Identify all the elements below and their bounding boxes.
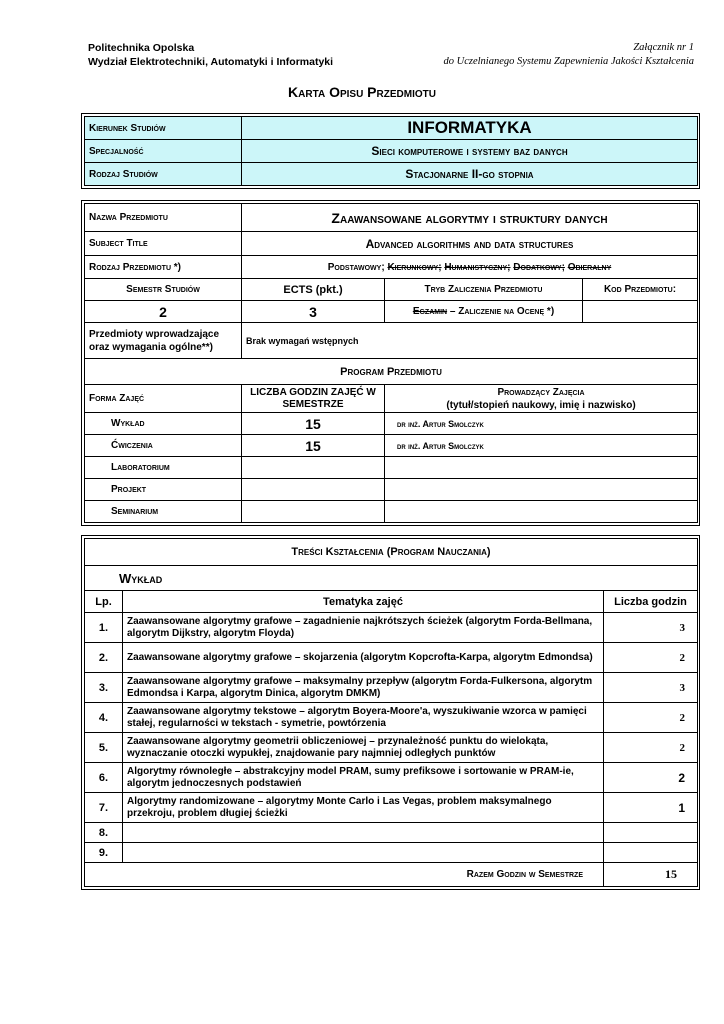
form-name: Projekt xyxy=(85,479,242,501)
table-row xyxy=(85,793,698,823)
row-hours: 1 xyxy=(604,793,698,823)
form-lecturer xyxy=(385,501,698,523)
row-lp: 7. xyxy=(85,793,123,823)
table-row xyxy=(85,823,698,843)
forma-label: Forma Zajęć xyxy=(85,385,242,413)
form-hours: 15 xyxy=(242,413,385,435)
row-lp: 2. xyxy=(85,643,123,673)
tryb-strike: Egzamin xyxy=(412,306,448,317)
page-title: Karta Opisu Przedmiotu xyxy=(288,84,436,100)
table-row xyxy=(85,613,698,643)
table-row xyxy=(85,643,698,673)
lecturer-label: Prowadzący Zajęcia xyxy=(497,386,585,398)
content-table xyxy=(84,538,698,887)
kod-label: Kod Przedmiotu: xyxy=(583,279,698,301)
form-row xyxy=(85,435,698,457)
tryb-label: Tryb Zaliczenia Przedmiotu xyxy=(385,279,583,301)
semester-label: Semestr Studiów xyxy=(85,279,242,301)
course-type-options xyxy=(242,256,698,279)
form-lecturer xyxy=(385,479,698,501)
form-lecturer: dr inż. Artur Smolczyk xyxy=(385,413,698,435)
row-lp: 5. xyxy=(85,733,123,763)
total-row xyxy=(85,863,698,887)
lecturer-sub: (tytuł/stopień naukowy, imię i nazwisko) xyxy=(446,399,636,411)
prereq-value: Brak wymagań wstępnych xyxy=(242,323,698,359)
tryb-selected: – Zaliczenie na Ocenę *) xyxy=(447,306,555,317)
form-row xyxy=(85,457,698,479)
row-topic xyxy=(123,823,604,843)
content-title: Treści Kształcenia (Program Nauczania) xyxy=(85,539,698,566)
annex-number: Załącznik nr 1 xyxy=(633,42,694,53)
lecturer-header xyxy=(385,385,698,413)
program-title: Program Przedmiotu xyxy=(85,359,698,385)
rodzaj-value: Stacjonarne II-go stopnia xyxy=(242,163,698,186)
col-lp: Lp. xyxy=(85,591,123,613)
table-row xyxy=(85,843,698,863)
tryb-value xyxy=(385,301,583,323)
type-option: Kierunkowy; xyxy=(387,261,442,273)
row-topic: Algorytmy randomizowane – algorytmy Monte Carlo i Las Vegas, problem maksymalnego przekroju, problem długiej ścieżki xyxy=(123,793,604,823)
ects-value: 3 xyxy=(242,301,385,323)
row-lp: 9. xyxy=(85,843,123,863)
subject-title-value: Advanced algorithms and data structures xyxy=(242,232,698,256)
row-hours: 2 xyxy=(604,643,698,673)
form-hours xyxy=(242,457,385,479)
type-option: Obieralny xyxy=(567,261,612,273)
row-lp: 4. xyxy=(85,703,123,733)
row-lp: 8. xyxy=(85,823,123,843)
course-info-table xyxy=(84,203,698,523)
form-name: Ćwiczenia xyxy=(85,435,242,457)
kierunek-label: Kierunek Studiów xyxy=(85,117,242,140)
content-section: Wykład xyxy=(85,566,698,591)
course-name-value: Zaawansowane algorytmy i struktury danych xyxy=(242,204,698,232)
row-lp: 1. xyxy=(85,613,123,643)
faculty-name: Wydział Elektrotechniki, Automatyki i Informatyki xyxy=(88,56,334,68)
subject-title-label: Subject Title xyxy=(85,232,242,256)
table-row xyxy=(85,733,698,763)
university-name: Politechnika Opolska xyxy=(88,42,195,54)
table-row xyxy=(85,703,698,733)
col-hours: Liczba godzin xyxy=(604,591,698,613)
form-hours: 15 xyxy=(242,435,385,457)
form-name: Wykład xyxy=(85,413,242,435)
specjalnosc-value: Sieci komputerowe i systemy baz danych xyxy=(242,140,698,163)
form-hours xyxy=(242,479,385,501)
prereq-label: Przedmioty wprowadzające oraz wymagania ogólne**) xyxy=(85,323,242,359)
content-box xyxy=(81,535,700,890)
rodzaj-label: Rodzaj Studiów xyxy=(85,163,242,186)
study-info-table xyxy=(84,116,698,186)
form-row xyxy=(85,501,698,523)
row-hours: 3 xyxy=(604,673,698,703)
course-name-label: Nazwa Przedmiotu xyxy=(85,204,242,232)
specjalnosc-label: Specjalność xyxy=(85,140,242,163)
form-row xyxy=(85,413,698,435)
hours-label: LICZBA GODZIN ZAJĘĆ W SEMESTRZE xyxy=(242,385,385,413)
form-name: Seminarium xyxy=(85,501,242,523)
total-value: 15 xyxy=(604,863,698,887)
page-header-left xyxy=(88,41,333,69)
form-lecturer: dr inż. Artur Smolczyk xyxy=(385,435,698,457)
row-lp: 6. xyxy=(85,763,123,793)
row-hours: 2 xyxy=(604,763,698,793)
row-topic: Zaawansowane algorytmy tekstowe – algorytm Boyera-Moore'a, wyszukiwanie wzorca w pamięci stałej, regularności w tekstach - symetrie, powtórzenia xyxy=(123,703,604,733)
row-topic: Zaawansowane algorytmy grafowe – skojarzenia (algorytm Kopcrofta-Karpa, algorytm Edmondsa) xyxy=(123,643,604,673)
row-topic xyxy=(123,843,604,863)
table-row xyxy=(85,673,698,703)
course-type-label: Rodzaj Przedmiotu *) xyxy=(85,256,242,279)
form-hours xyxy=(242,501,385,523)
semester-value: 2 xyxy=(85,301,242,323)
study-info-box xyxy=(81,113,700,189)
kod-value xyxy=(583,301,698,323)
type-option: Podstawowy; xyxy=(327,261,385,273)
type-option: Humanistyczny; xyxy=(444,261,511,273)
annex-subtitle: do Uczelnianego Systemu Zapewnienia Jakości Kształcenia xyxy=(443,56,694,67)
row-hours xyxy=(604,823,698,843)
row-hours: 2 xyxy=(604,703,698,733)
row-topic: Algorytmy równoległe – abstrakcyjny model PRAM, sumy prefiksowe i sortowanie w PRAM-ie, algorytm jednoczesnych podstawień xyxy=(123,763,604,793)
row-hours xyxy=(604,843,698,863)
type-option: Dodatkowy; xyxy=(513,261,565,273)
row-topic: Zaawansowane algorytmy geometrii obliczeniowej – przynależność punktu do wielokąta, wyznaczanie otoczki wypukłej, znajdowanie pary najmniej odległych punktów xyxy=(123,733,604,763)
page-header-right xyxy=(444,41,695,69)
total-label: Razem Godzin w Semestrze xyxy=(85,863,604,887)
ects-label: ECTS (pkt.) xyxy=(242,279,385,301)
form-row xyxy=(85,479,698,501)
form-name: Laboratorium xyxy=(85,457,242,479)
row-lp: 3. xyxy=(85,673,123,703)
row-hours: 3 xyxy=(604,613,698,643)
row-topic: Zaawansowane algorytmy grafowe – zagadnienie najkrótszych ścieżek (algorytm Forda-Bellmana, algorytm Dijkstry, algorytm Floyda) xyxy=(123,613,604,643)
col-topic: Tematyka zajęć xyxy=(123,591,604,613)
kierunek-value: INFORMATYKA xyxy=(242,117,698,140)
course-info-box xyxy=(81,200,700,526)
form-lecturer xyxy=(385,457,698,479)
row-topic: Zaawansowane algorytmy grafowe – maksymalny przepływ (algorytm Forda-Fulkersona, algorytm Edmondsa i Karpa, algorytm Dinica, algorytm DMKM) xyxy=(123,673,604,703)
row-hours: 2 xyxy=(604,733,698,763)
table-row xyxy=(85,763,698,793)
